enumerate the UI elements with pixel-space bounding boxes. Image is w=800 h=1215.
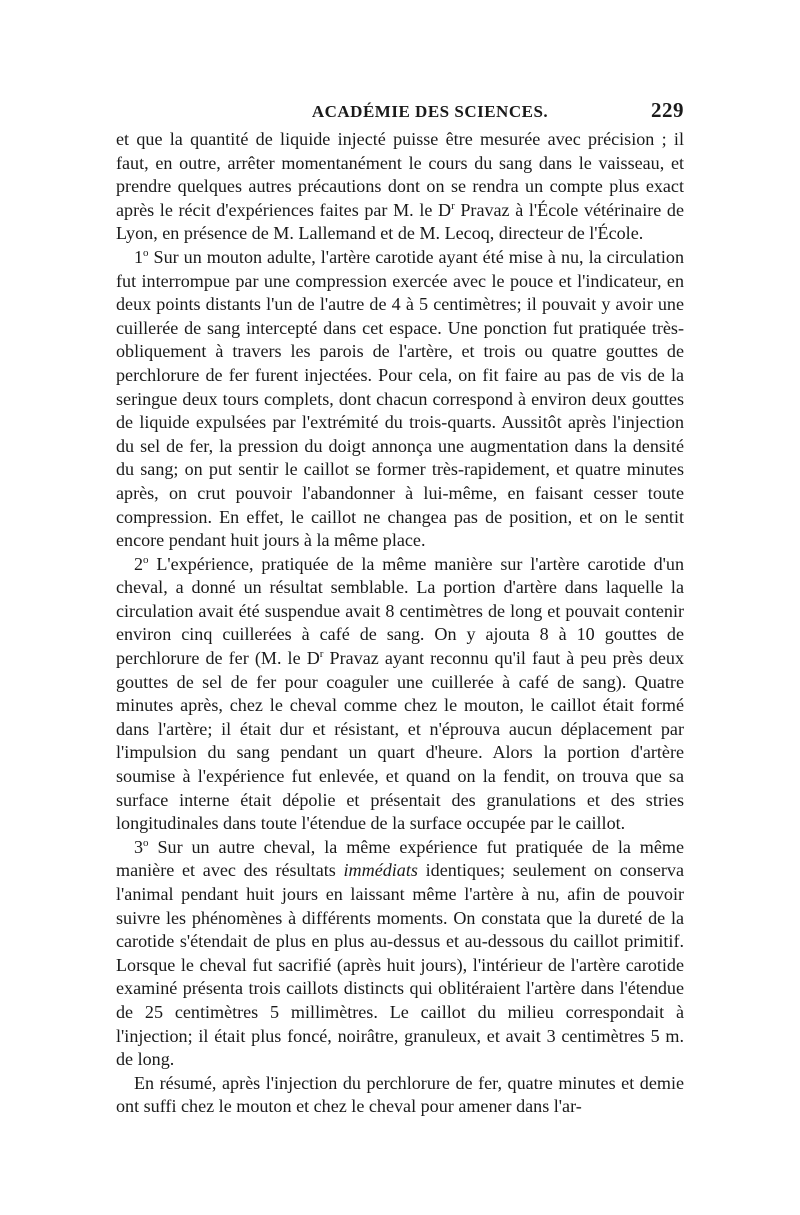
text-run: 3 xyxy=(134,836,144,857)
superscript: o xyxy=(143,246,149,259)
book-page xyxy=(116,98,684,1119)
superscript: r xyxy=(451,199,455,212)
text-run: Pravaz ayant reconnu qu'il faut à peu près deux gouttes de sel de fer pour coaguler une cuillerée à café de sang). Quatre minutes après, chez le cheval comme chez le mouton, le caillot était formé dans l'artère; il était dur et résistant, et n'éprouva aucun déplacement par l'impulsion du sang pendant un quart d'heure. Alors la portion d'artère soumise à l'expérience fut enlevée, et quand on la fendit, on trouva que sa surface interne était dépolie et présentait des granulations et des stries longitudinales dans toute l'étendue de la surface occupée par le caillot. xyxy=(116,648,685,834)
text-run: Sur un autre cheval, la même expérience fut pratiquée de la même manière et avec des résultats xyxy=(116,836,684,881)
italic-text: immédiats xyxy=(343,860,418,881)
paragraph-intro-continuation xyxy=(116,128,684,246)
text-run: L'expérience, pratiquée de la même manière sur l'artère carotide d'un cheval, a donné un résultat semblable. La portion d'artère dans laquelle la circulation avait été suspendue avait 8 centimètres de long et pouvait contenir environ cinq cuillerées à café de sang. On y ajouta 8 à 10 gouttes de perchlorure de fer (M. le D xyxy=(116,553,684,669)
paragraph-experiment-3 xyxy=(116,836,684,1072)
superscript: o xyxy=(143,836,149,849)
text-run: et que la quantité de liquide injecté puisse être mesurée avec précision ; il faut, en outre, arrêter momentanément le cours du sang dans le vaisseau, et prendre quelques autres précautions dont on se rendra un compte plus exact après le récit d'expériences faites par M. le D xyxy=(116,129,684,220)
text-run: 1 xyxy=(134,246,144,267)
paragraph-experiment-2 xyxy=(116,553,684,836)
superscript: o xyxy=(143,553,149,566)
running-head: ACADÉMIE DES SCIENCES. xyxy=(311,102,549,121)
body-text xyxy=(116,128,684,1119)
page-number: 229 xyxy=(651,98,684,122)
superscript: r xyxy=(319,648,324,661)
text-run: Pravaz à l'École vétérinaire de Lyon, en présence de M. Lallemand et de M. Lecoq, directeur de l'École. xyxy=(116,199,684,244)
text-run: En résumé, après l'injection du perchlorure de fer, quatre minutes et demie ont suffi chez le mouton et chez le cheval pour amener dans l'ar- xyxy=(116,1072,684,1117)
paragraph-summary xyxy=(116,1072,684,1119)
text-run: identiques; seulement on conserva l'animal pendant huit jours en laissant même l'artère à nu, afin de pouvoir suivre les phénomènes à différents moments. On constata que la dureté de la carotide s'étendait de plus en plus au-dessus et au-dessous du caillot primitif. Lorsque le cheval fut sacrifié (après huit jours), l'intérieur de l'artère carotide examiné présenta trois caillots distincts qui oblitéraient l'artère dans l'étendue de 25 centimètres 5 millimètres. Le caillot du milieu correspondait à l'injection; il était plus foncé, noirâtre, granuleux, et avait 3 centimètres 5 m. de long. xyxy=(116,860,684,1070)
paragraph-experiment-1 xyxy=(116,246,684,553)
text-run: 2 xyxy=(134,553,144,574)
page-header xyxy=(116,98,684,128)
text-run: Sur un mouton adulte, l'artère carotide ayant été mise à nu, la circulation fut interrompue par une compression exercée avec le pouce et l'indicateur, en deux points distants l'un de l'autre de 4 à 5 centimètres; il pouvait y avoir une cuillerée de sang intercepté dans cet espace. Une ponction fut pratiquée très-obliquement à travers les parois de l'artère, et trois ou quatre gouttes de perchlorure de fer furent injectées. Pour cela, on fit faire au pas de vis de la seringue deux tours complets, dont chacun correspond à environ deux gouttes de liquide expulsées par l'extrémité du trois-quarts. Aussitôt après l'injection du sel de fer, la pression du doigt annonça une augmentation dans la densité du sang; on put sentir le caillot se former très-rapidement, et quatre minutes après, on crut pouvoir l'abandonner à lui-même, en faisant cesser toute compression. En effet, le caillot ne changea pas de position, et on le sentit encore pendant huit jours à la même place. xyxy=(116,246,684,551)
